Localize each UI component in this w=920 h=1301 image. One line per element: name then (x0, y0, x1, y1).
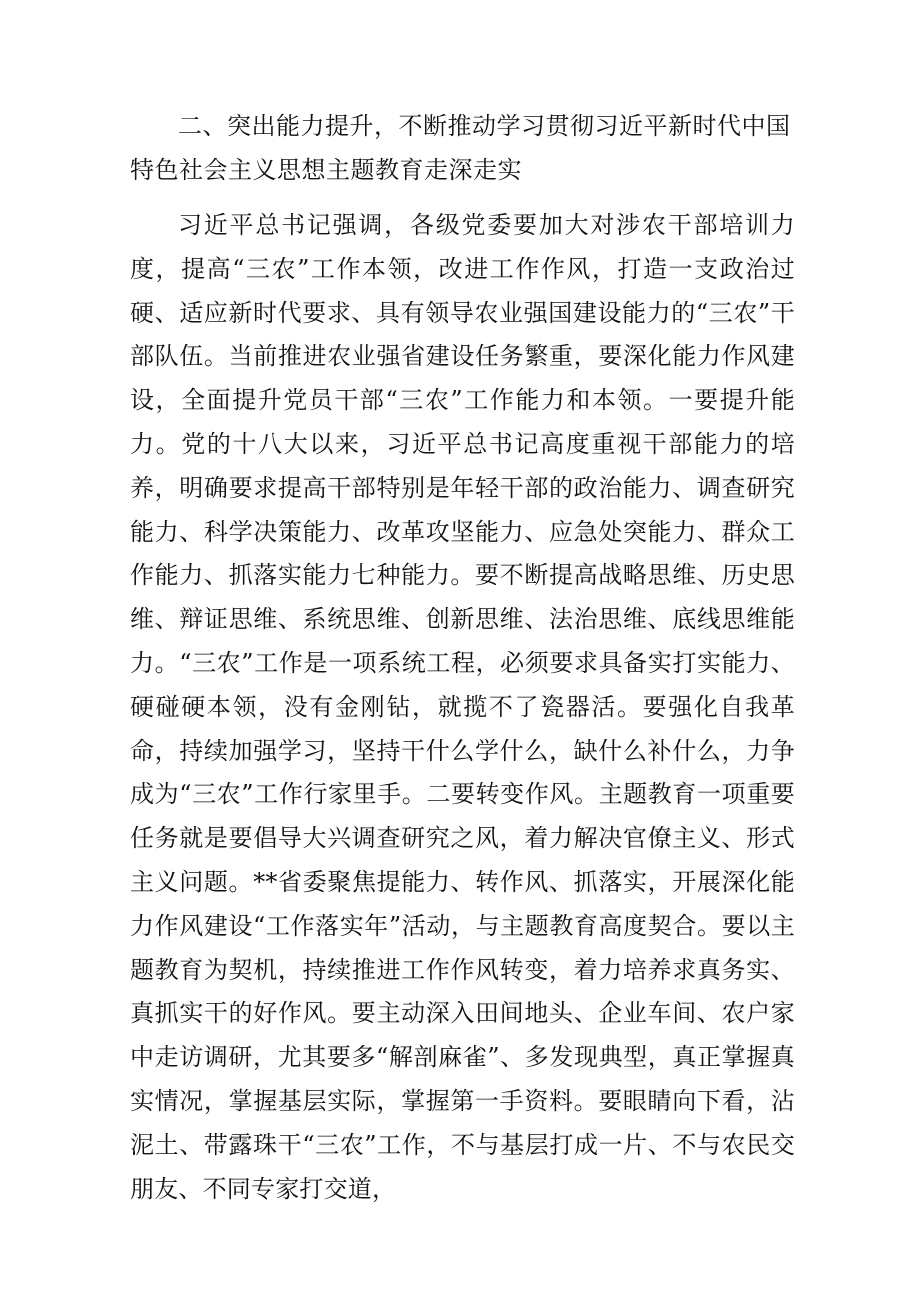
section-heading: 二、突出能力提升，不断推动学习贯彻习近平新时代中国特色社会主义思想主题教育走深走实 (130, 112, 791, 184)
body-paragraph: 习近平总书记强调，各级党委要加大对涉农干部培训力度，提高“三农”工作本领，改进工作作风，打造一支政治过硬、适应新时代要求、具有领导农业强国建设能力的“三农”干部队伍。当前推进农业强省建设任务繁重，要深化能力作风建设，全面提升党员干部“三农”工作能力和本领。一要提升能力。党的十八大以来，习近平总书记高度重视干部能力的培养，明确要求提高干部特别是年轻干部的政治能力、调查研究能力、科学决策能力、改革攻坚能力、应急处突能力、群众工作能力、抓落实能力七种能力。要不断提高战略思维、历史思维、辩证思维、系统思维、创新思维、法治思维、底线思维能力。“三农”工作是一项系统工程，必须要求具备实打实能力、硬碰硬本领，没有金刚钻，就揽不了瓷器活。要强化自我革命，持续加强学习，坚持干什么学什么，缺什么补什么，力争成为“三农”工作行家里手。二要转变作风。主题教育一项重要任务就是要倡导大兴调查研究之风，着力解决官僚主义、形式主义问题。**省委聚焦提能力、转作风、抓落实，开展深化能力作风建设“工作落实年”活动，与主题教育高度契合。要以主题教育为契机，持续推进工作作风转变，着力培养求真务实、真抓实干的好作风。要主动深入田间地头、企业车间、农户家中走访调研，尤其要多“解剖麻雀”、多发现典型，真正掌握真实情况，掌握基层实际，掌握第一手资料。要眼睛向下看，沾泥土、带露珠干“三农”工作，不与基层打成一片、不与农民交朋友、不同专家打交道， (130, 211, 795, 1203)
document-body (130, 104, 795, 1211)
